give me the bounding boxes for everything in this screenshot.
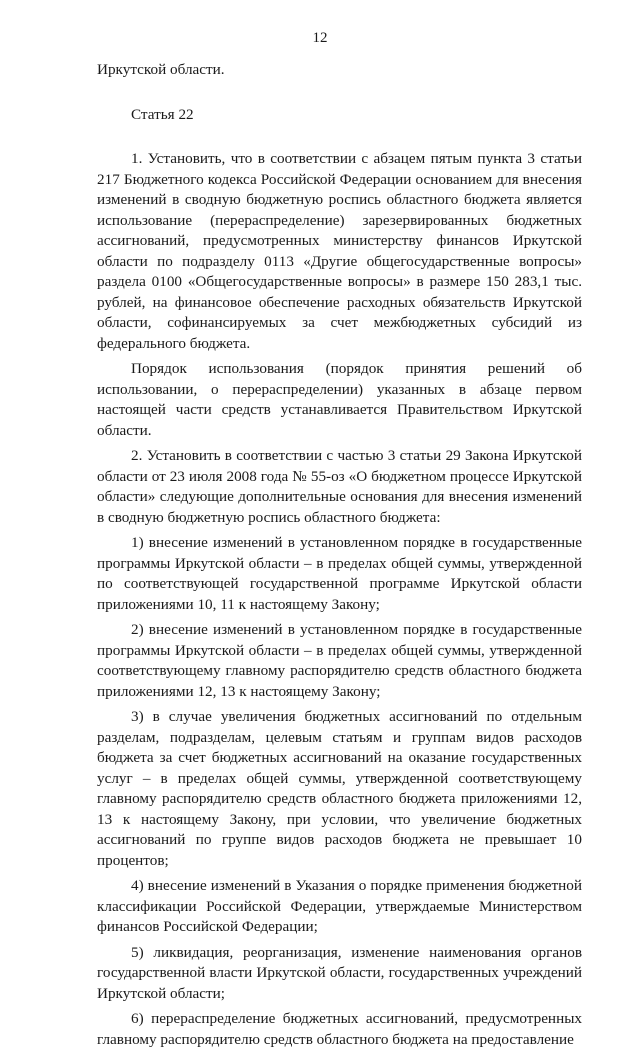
page-number: 12 [312, 30, 328, 46]
article-heading: Статья 22 [131, 106, 194, 123]
paragraph-item-3: 3) в случае увеличения бюджетных ассигнований по отдельным разделам, подразделам, целевым статьям и группам видов расходов бюджета за счет бюджетных ассигнований на оказание государственных услуг – в пределах общей суммы, утвержденной соответствующему главному распорядителю средств областного бюджета приложениями 12, 13 к настоящему Закону, при условии, что увеличение бюджетных ассигнований по группе видов расходов бюджета не превышает 10 процентов; [97, 708, 582, 869]
paragraph-item-2: 2) внесение изменений в установленном порядке в государственные программы Иркутской области – в пределах общей суммы, утвержденной соответствующему главному распорядителю средств областного бюджета приложениями 12, 13 к настоящему Закону; [97, 621, 582, 700]
document-body [97, 58, 582, 1050]
paragraph-item-4: 4) внесение изменений в Указания о порядке применения бюджетной классификации Российской Федерации, утверждаемые Министерством финансов Российской Федерации; [97, 877, 582, 935]
paragraph-part1: 1. Установить, что в соответствии с абзацем пятым пункта 3 статьи 217 Бюджетного кодекса Российской Федерации основанием для внесения изменений в сводную бюджетную роспись областного бюджета является использование (перераспределение) зарезервированных бюджетных ассигнований, предусмотренных министерству финансов Иркутской области по подразделу 0113 «Другие общегосударственные вопросы» раздела 0100 «Общегосударственные вопросы» в размере 150 283,1 тыс. рублей, на финансовое обеспечение расходных обязательств Иркутской области, софинансируемых за счет межбюджетных субсидий из федерального бюджета. [97, 150, 582, 352]
paragraph-item-6: 6) перераспределение бюджетных ассигнований, предусмотренных главному распорядителю средств областного бюджета на предоставление [97, 1010, 582, 1048]
paragraph-procedure: Порядок использования (порядок принятия решений об использовании, о перераспределении) указанных в абзаце первом настоящей части средств устанавливается Правительством Иркутской области. [97, 360, 582, 439]
lead-line: Иркутской области. [97, 61, 225, 78]
paragraph-part2: 2. Установить в соответствии с частью 3 статьи 29 Закона Иркутской области от 23 июля 2008 года № 55-оз «О бюджетном процессе Иркутской области» следующие дополнительные основания для внесения изменений в сводную бюджетную роспись областного бюджета: [97, 447, 582, 526]
paragraph-item-5: 5) ликвидация, реорганизация, изменение наименования органов государственной власти Иркутской области, государственных учреждений Иркутской области; [97, 943, 582, 1002]
paragraph-item-1: 1) внесение изменений в установленном порядке в государственные программы Иркутской области – в пределах общей суммы, утвержденной по соответствующей государственной программе Иркутской области приложениями 10, 11 к настоящему Закону; [97, 534, 582, 613]
